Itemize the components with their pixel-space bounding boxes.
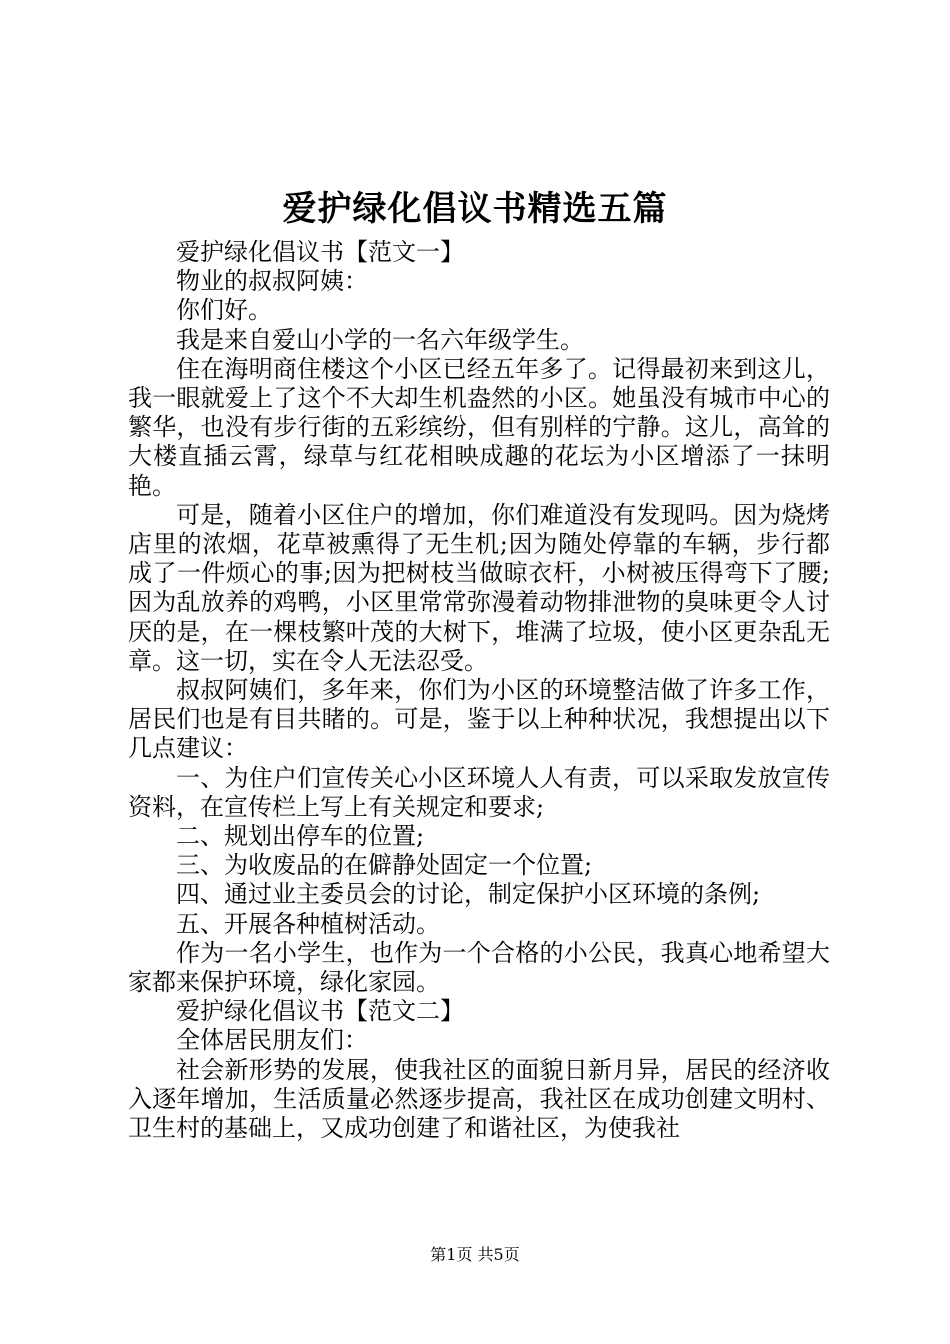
paragraph: 作为一名小学生，也作为一个合格的小公民，我真心地希望大家都来保护环境，绿化家园。 [128, 938, 830, 997]
paragraph: 社会新形势的发展，使我社区的面貌日新月异，居民的经济收入逐年增加，生活质量必然逐步提高，我社区在成功创建文明村、卫生村的基础上，又成功创建了和谐社区，为使我社 [128, 1055, 830, 1143]
paragraph: 可是，随着小区住户的增加，你们难道没有发现吗。因为烧烤店里的浓烟，花草被熏得了无生机;因为随处停靠的车辆，步行都成了一件烦心的事;因为把树枝当做晾衣杆，小树被压得弯下了腰;因为乱放养的鸡鸭，小区里常常弥漫着动物排泄物的臭味更令人讨厌的是，在一棵枝繁叶茂的大树下，堆满了垃圾，使小区更杂乱无章。这一切，实在令人无法忍受。 [128, 500, 830, 675]
paragraph: 住在海明商住楼这个小区已经五年多了。记得最初来到这儿，我一眼就爱上了这个不大却生机盎然的小区。她虽没有城市中心的繁华，也没有步行街的五彩缤纷，但有别样的宁静。这儿，高耸的大楼直插云霄，绿草与红花相映成趣的花坛为小区增添了一抹明艳。 [128, 354, 830, 500]
paragraph: 爱护绿化倡议书【范文二】 [176, 997, 464, 1026]
page-footer: 第1页 共5页 [430, 1245, 520, 1264]
paragraph: 物业的叔叔阿姨： [176, 267, 368, 296]
paragraph: 你们好。 [176, 296, 272, 325]
paragraph: 五、开展各种植树活动。 [176, 909, 440, 938]
document-title: 爱护绿化倡议书精选五篇 [282, 189, 668, 229]
paragraph: 二、规划出停车的位置; [176, 822, 425, 851]
paragraph: 我是来自爱山小学的一名六年级学生。 [176, 325, 584, 354]
document-body [128, 238, 830, 1143]
paragraph: 全体居民朋友们： [176, 1026, 368, 1055]
paragraph: 三、为收废品的在僻静处固定一个位置; [176, 851, 593, 880]
paragraph: 叔叔阿姨们，多年来，你们为小区的环境整洁做了许多工作，居民们也是有目共睹的。可是，鉴于以上种种状况，我想提出以下几点建议： [128, 676, 830, 763]
paragraph: 爱护绿化倡议书【范文一】 [176, 238, 464, 266]
paragraph: 四、通过业主委员会的讨论，制定保护小区环境的条例; [176, 880, 761, 909]
paragraph: 一、为住户们宣传关心小区环境人人有责，可以采取发放宣传资料，在宣传栏上写上有关规定和要求; [128, 763, 830, 821]
